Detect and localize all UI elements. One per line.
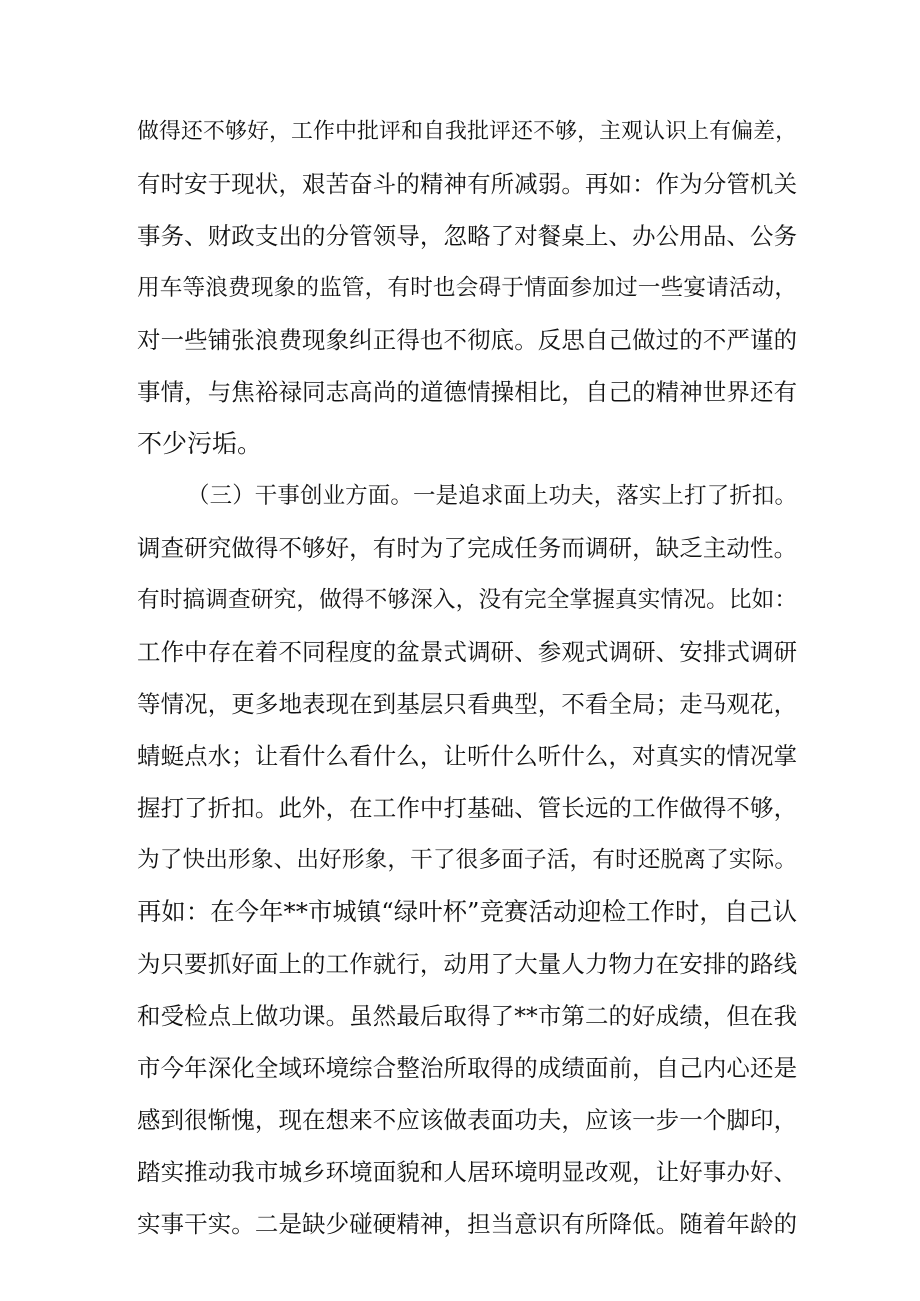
text-line: 为只要抓好面上的工作就行，动用了大量人力物力在安排的路线 — [137, 950, 797, 978]
text-line: 用车等浪费现象的监管，有时也会碍于情面参加过一些宴请活动， — [137, 275, 797, 301]
text-line: 对一些铺张浪费现象纠正得也不彻底。反思自己做过的不严谨的 — [137, 326, 797, 354]
text-line: 再如：在今年**市城镇“绿叶杯”竞赛活动迎检工作时，自己认 — [137, 897, 797, 926]
text-line: 有时搞调查研究，做得不够深入，没有完全掌握真实情况。比如： — [137, 587, 797, 613]
text-line: 做得还不够好，工作中批评和自我批评还不够，主观认识上有偏差， — [137, 119, 797, 144]
text-line: 事情，与焦裕禄同志高尚的道德情操相比，自己的精神世界还有 — [137, 378, 797, 406]
text-line: 工作中存在着不同程度的盆景式调研、参观式调研、安排式调研 — [137, 638, 797, 666]
text-line: 蜻蜓点水；让看什么看什么，让听什么听什么，对真实的情况掌 — [137, 742, 797, 770]
text-line: 有时安于现状，艰苦奋斗的精神有所减弱。再如：作为分管机关 — [137, 170, 797, 198]
text-line: 等情况，更多地表现在到基层只看典型，不看全局；走马观花， — [137, 690, 797, 718]
text-line: 实事干实。二是缺少碰硬精神，担当意识有所降低。随着年龄的 — [137, 1210, 797, 1238]
text-line: 握打了折扣。此外，在工作中打基础、管长远的工作做得不够， — [137, 794, 797, 822]
text-line: 为了快出形象、出好形象，干了很多面子活，有时还脱离了实际。 — [137, 847, 797, 873]
text-line: 市今年深化全域环境综合整治所取得的成绩面前，自己内心还是 — [137, 1054, 797, 1082]
text-line: 不少污垢。 — [137, 429, 263, 458]
text-line: 和受检点上做功课。虽然最后取得了**市第二的好成绩，但在我 — [137, 1002, 797, 1030]
text-line: 感到很惭愧，现在想来不应该做表面功夫，应该一步一个脚印， — [137, 1106, 797, 1134]
text-line: 事务、财政支出的分管领导，忽略了对餐桌上、办公用品、公务 — [137, 222, 797, 250]
text-line: 踏实推动我市城乡环境面貌和人居环境明显改观，让好事办好、 — [137, 1158, 797, 1186]
section-heading-line: （三）干事创业方面。一是追求面上功夫，落实上打了折扣。 — [187, 483, 797, 509]
text-line: 调查研究做得不够好，有时为了完成任务而调研，缺乏主动性。 — [137, 534, 797, 562]
